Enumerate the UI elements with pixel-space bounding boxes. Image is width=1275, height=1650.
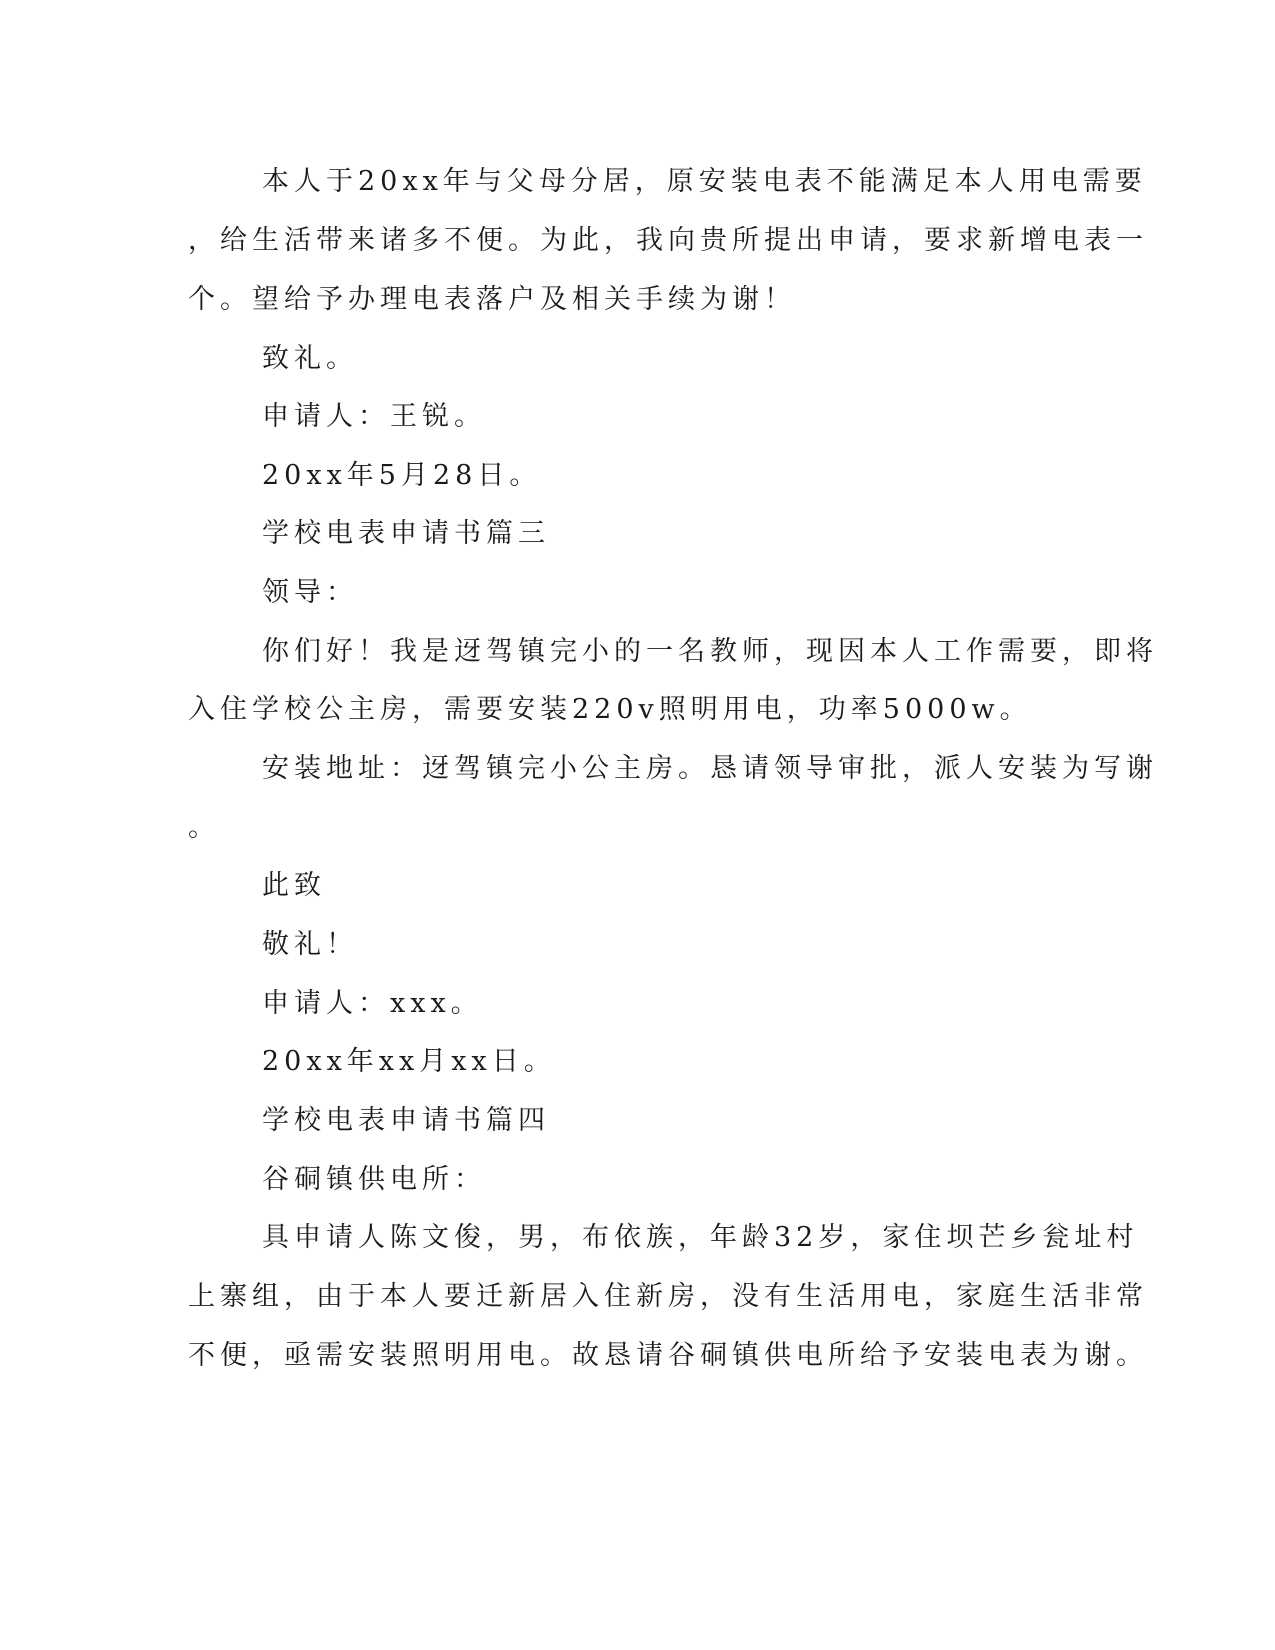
paragraph-4-line-3: 不便，亟需安装照明用电。故恳请谷硐镇供电所给予安装电表为谢。 — [188, 1340, 1148, 1371]
paragraph-1-line-1: 本人于20xx年与父母分居，原安装电表不能满足本人用电需要 — [262, 166, 1147, 197]
applicant-1: 申请人：王锐。 — [262, 401, 486, 432]
paragraph-4-line-2: 上寨组，由于本人要迁新居入住新房，没有生活用电，家庭生活非常 — [188, 1281, 1148, 1312]
paragraph-1-line-2: ，给生活带来诸多不便。为此，我向贵所提出申请，要求新增电表一 — [188, 225, 1148, 256]
section-3-title: 学校电表申请书篇三 — [262, 518, 550, 549]
date-2: 20xx年xx月xx日。 — [262, 1046, 556, 1077]
paragraph-3-line-2: 。 — [188, 812, 220, 843]
applicant-2: 申请人：xxx。 — [262, 988, 483, 1019]
section-4-title: 学校电表申请书篇四 — [262, 1105, 550, 1136]
paragraph-1-line-3: 个。望给予办理电表落户及相关手续为谢！ — [188, 284, 796, 315]
date-1: 20xx年5月28日。 — [262, 460, 542, 491]
closing-2a: 此致 — [262, 870, 326, 901]
salutation-4: 谷硐镇供电所： — [262, 1164, 486, 1195]
paragraph-4-line-1: 具申请人陈文俊，男，布依族，年龄32岁，家住坝芒乡瓮址村 — [262, 1222, 1139, 1253]
paragraph-3-line-1: 安装地址：迓驾镇完小公主房。恳请领导审批，派人安装为写谢 — [262, 753, 1158, 784]
closing-1: 致礼。 — [262, 343, 358, 374]
closing-2b: 敬礼！ — [262, 929, 358, 960]
salutation-3: 领导： — [262, 577, 358, 608]
paragraph-2-line-2: 入住学校公主房，需要安装220v照明用电，功率5000w。 — [188, 694, 1032, 725]
paragraph-2-line-1: 你们好！我是迓驾镇完小的一名教师，现因本人工作需要，即将 — [262, 636, 1158, 667]
